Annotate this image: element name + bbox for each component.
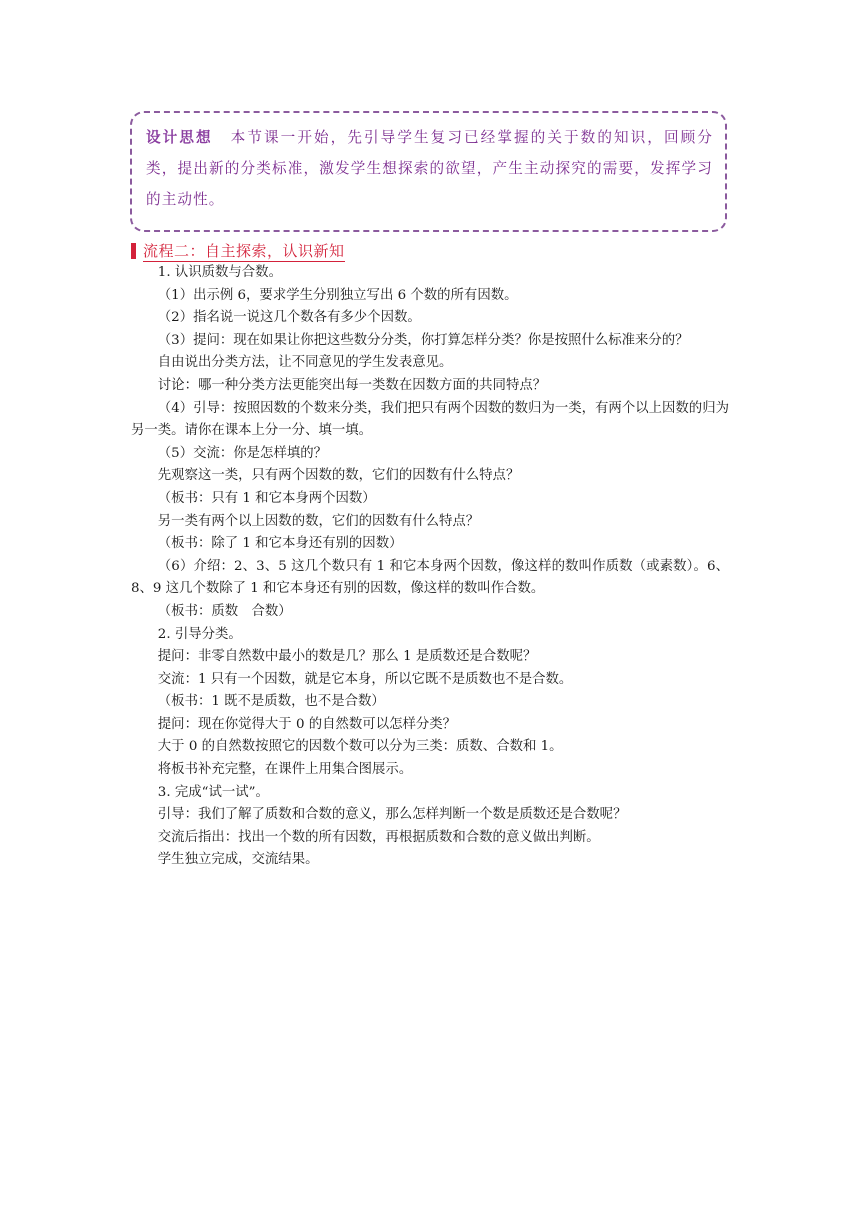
design-thinking-body: 本节课一开始，先引导学生复习已经掌握的关于数的知识，回顾分类，提出新的分类标准，激发学生想探索的欲望，产生主动探究的需要，发挥学习的主动性。 bbox=[146, 129, 714, 208]
design-thinking-box bbox=[130, 111, 727, 232]
paragraph: 提问：现在你觉得大于 0 的自然数可以怎样分类？ bbox=[157, 716, 457, 732]
paragraph: （1）出示例 6，要求学生分别独立写出 6 个数的所有因数。 bbox=[157, 287, 518, 303]
paragraph: 大于 0 的自然数按照它的因数个数可以分为三类：质数、合数和 1。 bbox=[157, 739, 563, 755]
paragraph: （6）介绍：2、3、5 这几个数只有 1 和它本身两个因数，像这样的数叫作质数（或素数）。6、8、9 这几个数除了 1 和它本身还有别的因数，像这样的数叫作合数。 bbox=[131, 558, 729, 597]
section-title: 流程二：自主探索，认识新知 bbox=[143, 241, 345, 260]
paragraph: （4）引导：按照因数的个数来分类，我们把只有两个因数的数归为一类，有两个以上因数的归为另一类。请你在课本上分一分、填一填。 bbox=[131, 400, 729, 439]
paragraph: 讨论：哪一种分类方法更能突出每一类数在因数方面的共同特点？ bbox=[157, 377, 547, 393]
paragraph: 将板书补充完整，在课件上用集合图展示。 bbox=[157, 762, 413, 778]
paragraph: 3. 完成“试一试”。 bbox=[157, 784, 269, 800]
paragraph: （板书：除了 1 和它本身还有别的因数） bbox=[157, 536, 403, 552]
paragraph: （2）指名说一说这几个数各有多少个因数。 bbox=[157, 310, 421, 326]
section-marker-bar bbox=[131, 243, 136, 259]
paragraph: 2. 引导分类。 bbox=[157, 626, 242, 642]
paragraph: （板书：1 既不是质数，也不是合数） bbox=[157, 694, 385, 710]
design-thinking-text bbox=[146, 122, 713, 215]
paragraph: 自由说出分类方法，让不同意见的学生发表意见。 bbox=[157, 355, 453, 371]
design-thinking-label: 设计思想 bbox=[146, 129, 213, 146]
paragraph: 先观察这一类，只有两个因数的数，它们的因数有什么特点？ bbox=[157, 468, 520, 484]
lesson-content bbox=[131, 262, 729, 872]
paragraph: 引导：我们了解了质数和合数的意义，那么怎样判断一个数是质数还是合数呢？ bbox=[157, 807, 627, 823]
paragraph: 交流后指出：找出一个数的所有因数，再根据质数和合数的意义做出判断。 bbox=[157, 829, 600, 845]
paragraph: 交流：1 只有一个因数，就是它本身，所以它既不是质数也不是合数。 bbox=[157, 671, 573, 687]
section-heading bbox=[131, 240, 345, 262]
paragraph: （板书：质数 合数） bbox=[157, 603, 292, 619]
paragraph: 学生独立完成，交流结果。 bbox=[157, 852, 319, 868]
paragraph: （5）交流：你是怎样填的？ bbox=[157, 445, 328, 461]
paragraph: 提问：非零自然数中最小的数是几？那么 1 是质数还是合数呢？ bbox=[157, 649, 537, 665]
paragraph: 1. 认识质数与合数。 bbox=[157, 265, 282, 280]
paragraph: 另一类有两个以上因数的数，它们的因数有什么特点？ bbox=[157, 513, 480, 529]
paragraph: （板书：只有 1 和它本身两个因数） bbox=[157, 490, 376, 506]
paragraph: （3）提问：现在如果让你把这些数分分类，你打算怎样分类？你是按照什么标准来分的？ bbox=[157, 332, 689, 348]
